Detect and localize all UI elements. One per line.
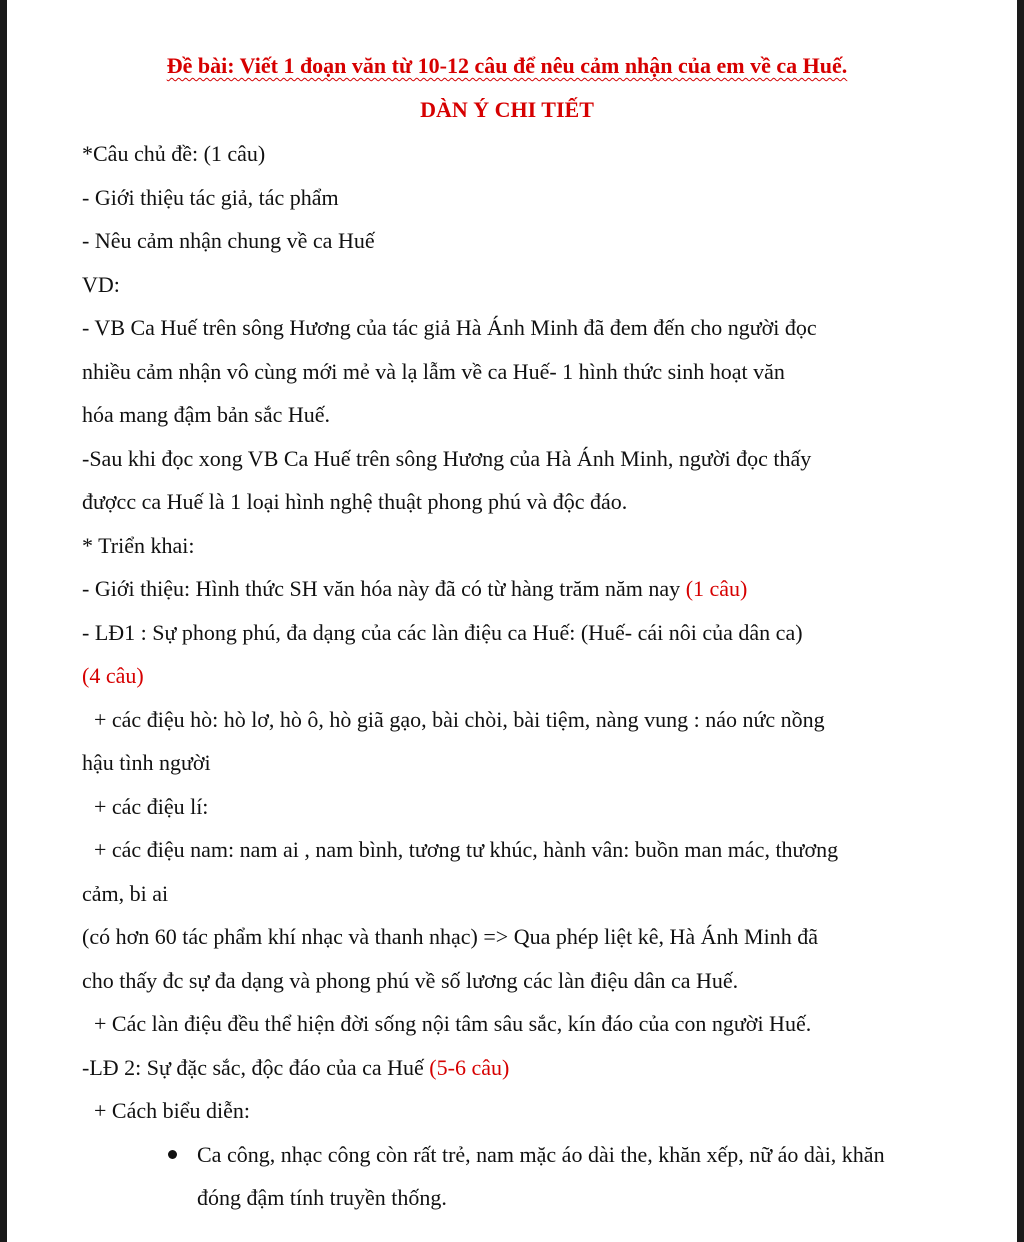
- sentence-count: (5-6 câu): [429, 1054, 510, 1080]
- argument-2-text: -LĐ 2: Sự đặc sắc, độc đáo của ca Huế: [82, 1054, 430, 1080]
- window-frame-left: [0, 0, 7, 1242]
- bullet-item: [82, 1133, 932, 1220]
- outline-subpoint: + các điệu lí:: [94, 793, 209, 819]
- outline-line: - Nêu cảm nhận chung về ca Huế: [82, 228, 375, 253]
- outline-line: cho thấy đc sự đa dạng và phong phú về số lương các làn điệu dân ca Huế.: [82, 967, 739, 993]
- bullet-text: Ca công, nhạc công còn rất trẻ, nam mặc áo dài the, khăn xếp, nữ áo dài, khăn đóng đậm tính truyền thống.: [197, 1141, 885, 1210]
- example-label: VD:: [82, 271, 120, 297]
- outline-subpoint: + các điệu nam: nam ai , nam bình, tương tư khúc, hành vân: buồn man mác, thương: [94, 837, 839, 862]
- outline-subpoint-cont: hậu tình người: [82, 750, 211, 775]
- window-frame-right: [1017, 0, 1024, 1242]
- argument-2-line: [82, 1046, 932, 1090]
- outline-subpoint: + các điệu hò: hò lơ, hò ô, hò giã gạo, bài chòi, bài tiệm, nàng vung : náo nức nồng: [94, 706, 825, 732]
- intro-text: - Giới thiệu: Hình thức SH văn hóa này đã có từ hàng trăm năm nay: [82, 576, 686, 601]
- outline-line: - Giới thiệu tác giả, tác phẩm: [82, 184, 339, 210]
- outline-subpoint: + Các làn điệu đều thể hiện đời sống nội tâm sâu sắc, kín đáo của con người Huế.: [94, 1011, 812, 1036]
- example-line: hóa mang đậm bản sắc Huế.: [82, 402, 331, 427]
- assignment-title: Đề bài: Viết 1 đoạn văn từ 10-12 câu để nêu cảm nhận của em về ca Huế.: [166, 53, 848, 78]
- example-line: nhiều cảm nhận vô cùng mới mẻ và lạ lẫm về ca Huế- 1 hình thức sinh hoạt văn: [82, 358, 785, 384]
- document-page: [82, 44, 932, 1220]
- sentence-count: (4 câu): [82, 663, 144, 688]
- sentence-count: (1 câu): [685, 576, 748, 601]
- example-line: đượcc ca Huế là 1 loại hình nghệ thuật phong phú và độc đáo.: [82, 489, 628, 514]
- outline-subpoint: + Cách biểu diễn:: [94, 1098, 250, 1123]
- example-line: -Sau khi đọc xong VB Ca Huế trên sông Hương của Hà Ánh Minh, người đọc thấy: [82, 445, 812, 471]
- outline-heading: DÀN Ý CHI TIẾT: [420, 97, 594, 122]
- outline-line: (có hơn 60 tác phẩm khí nhạc và thanh nhạc) => Qua phép liệt kê, Hà Ánh Minh đã: [82, 924, 818, 949]
- argument-1-line: - LĐ1 : Sự phong phú, đa dạng của các làn điệu ca Huế: (Huế- cái nôi của dân ca): [82, 619, 803, 645]
- intro-line: [82, 567, 932, 611]
- bullet-dot-icon: [168, 1150, 177, 1159]
- outline-subpoint-cont: cảm, bi ai: [82, 880, 169, 906]
- development-heading: * Triển khai:: [82, 532, 195, 558]
- topic-sentence-heading: *Câu chủ đề: (1 câu): [82, 141, 266, 166]
- example-line: - VB Ca Huế trên sông Hương của tác giả Hà Ánh Minh đã đem đến cho người đọc: [82, 315, 817, 340]
